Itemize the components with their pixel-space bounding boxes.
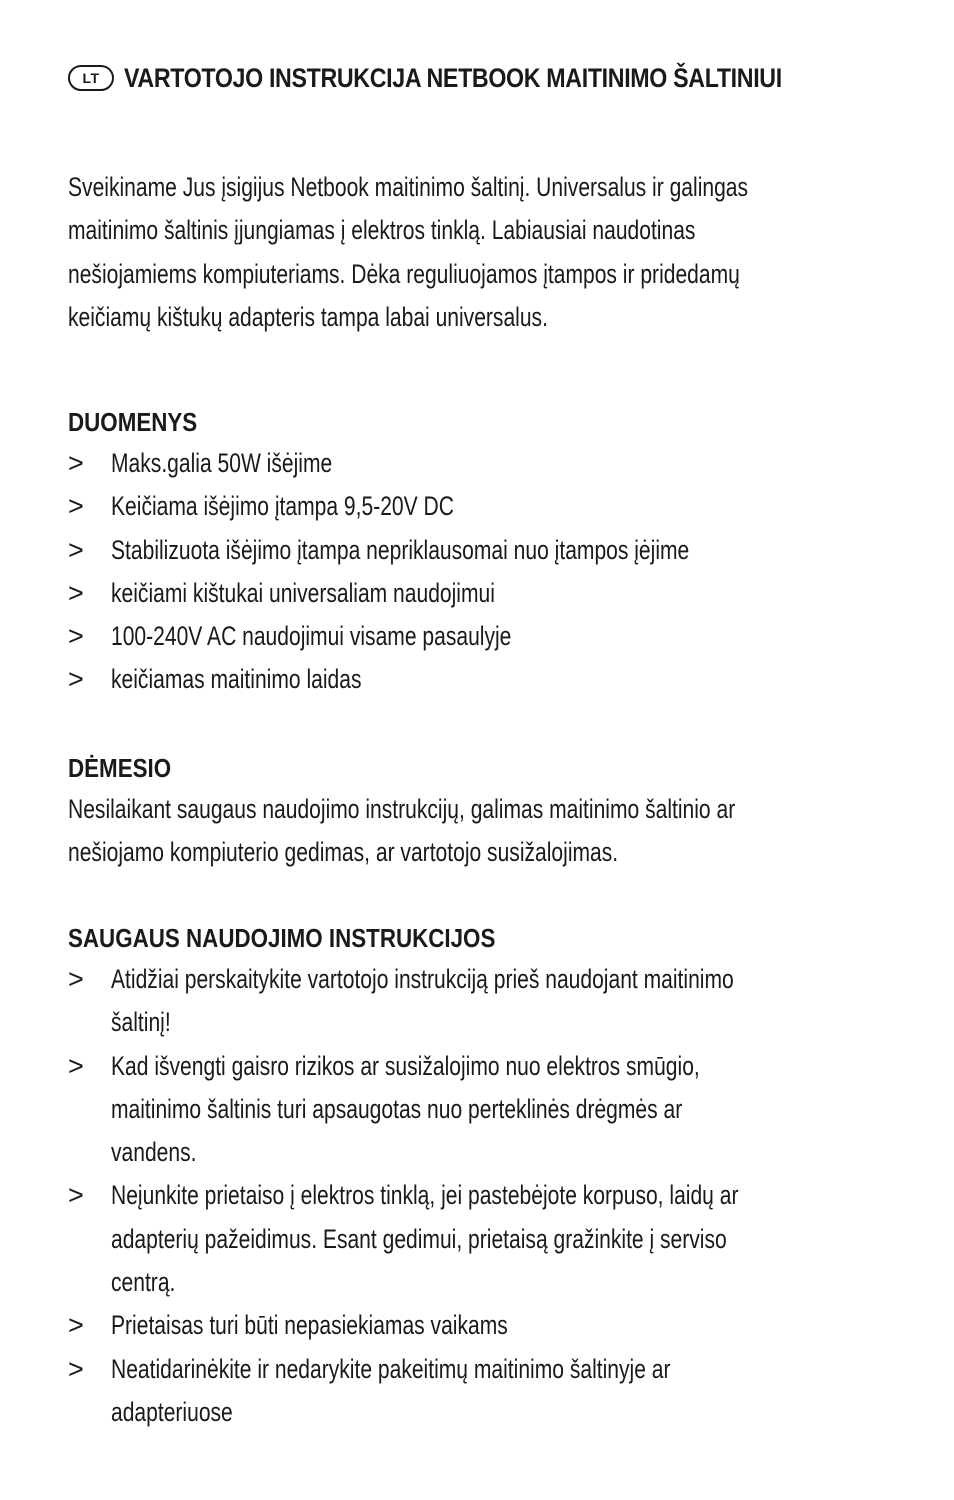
bullet-arrow: > (68, 1180, 84, 1211)
bullet-arrow: > (68, 1050, 84, 1081)
safety-heading: SAUGAUS NAUDOJIMO INSTRUKCIJOS (68, 923, 496, 953)
bullet-arrow: > (68, 621, 84, 652)
intro-paragraph (68, 166, 888, 362)
safety-list (68, 958, 888, 1434)
warning-text: Nesilaikant saugaus naudojimo instrukcijų, galimas maitinimo šaltinio ar nešiojamo kompiuterio gedimas, ar vartotojo susižalojimas. (68, 794, 736, 868)
bullet-arrow: > (68, 577, 84, 608)
document-page (68, 58, 888, 1434)
list-item: > keičiamas maitinimo laidas (68, 658, 888, 701)
intro-line: Sveikiname Jus įsigijus Netbook maitinimo šaltinį. Universalus ir galingas maitinimo šaltinis įjungiamas į elektros tinklą. Labiausiai naudotinas nešiojamiems kompiuteriams. Dėka reguliuojamos įtampos ir pridedamų keičiamų kištukų adapteris tampa labai universalus. (68, 172, 749, 332)
list-item: > Prietaisas turi būti nepasiekiamas vaikams (68, 1304, 888, 1347)
bullet-arrow: > (68, 664, 84, 695)
list-item: > Kad išvengti gaisro rizikos ar susižalojimo nuo elektros smūgio, maitinimo šaltinis turi apsaugotas nuo perteklinės drėgmės ar vandens. (68, 1045, 888, 1175)
title-row (68, 58, 888, 98)
list-item: > Keičiama išėjimo įtampa 9,5-20V DC (68, 485, 888, 528)
list-item: > keičiami kištukai universaliam naudojimui (68, 572, 888, 615)
bullet-arrow: > (68, 448, 84, 478)
specs-section (68, 402, 888, 708)
bullet-arrow: > (68, 964, 84, 994)
list-item: > 100-240V AC naudojimui visame pasaulyje (68, 615, 888, 658)
list-item: > Maks.galia 50W išėjime (68, 442, 888, 485)
bullet-arrow: > (68, 1310, 84, 1341)
warning-heading: DĖMESIO (68, 753, 172, 783)
list-item: > Atidžiai perskaitykite vartotojo instrukciją prieš naudojant maitinimo šaltinį! (68, 958, 888, 1045)
specs-list (68, 442, 888, 702)
list-item: > Neatidarinėkite ir nedarykite pakeitimų maitinimo šaltinyje ar adapteriuose (68, 1348, 888, 1435)
specs-heading: DUOMENYS (68, 407, 198, 437)
document-title: VARTOTOJO INSTRUKCIJA NETBOOK MAITINIMO ŠALTINIUI (124, 62, 782, 93)
bullet-arrow: > (68, 534, 84, 565)
warning-section (68, 748, 888, 878)
safety-section (68, 918, 888, 1434)
list-item: > Stabilizuota išėjimo įtampa nepriklausomai nuo įtampos įėjime (68, 529, 888, 572)
bullet-arrow: > (68, 491, 84, 522)
language-badge: LT (68, 65, 114, 91)
bullet-arrow: > (68, 1353, 84, 1384)
list-item: > Neįunkite prietaiso į elektros tinklą, jei pastebėjote korpuso, laidų ar adapterių pažeidimus. Esant gedimui, prietaisą gražinkite į serviso centrą. (68, 1174, 888, 1304)
